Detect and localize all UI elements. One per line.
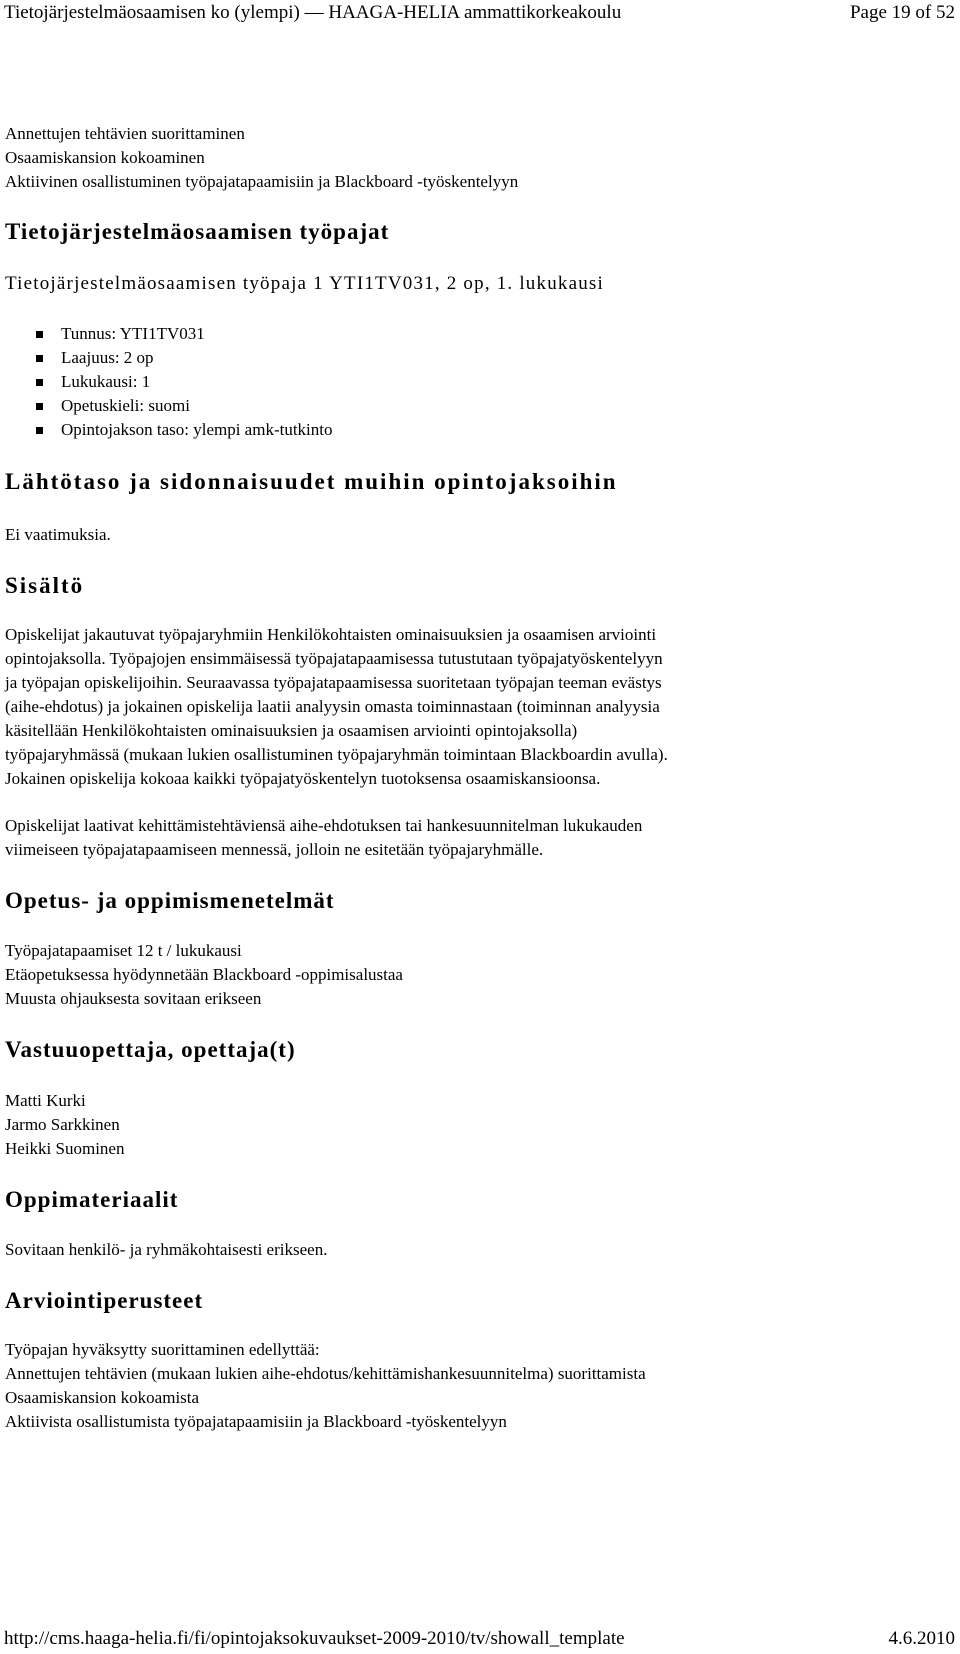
detail-item	[36, 324, 205, 344]
teacher-name: Jarmo Sarkkinen	[5, 1115, 120, 1134]
content-line: käsitellään Henkilökohtaisten ominaisuuksien ja osaamisen arviointi opintojaksolla)	[5, 721, 578, 740]
detail-item	[36, 372, 150, 392]
content-line: Opiskelijat jakautuvat työpajaryhmiin Henkilökohtaisten ominaisuuksien ja osaamisen arviointi	[5, 625, 657, 644]
detail-text: Laajuus: 2 op	[61, 348, 154, 367]
assessment-line: Osaamiskansion kokoamista	[5, 1388, 200, 1407]
content-line: (aihe-ehdotus) ja jokainen opiskelija laatii analyysin omasta toiminnastaan (toiminnan analyysia	[5, 697, 660, 716]
intro-line: Osaamiskansion kokoaminen	[5, 148, 205, 167]
content-line: työpajaryhmässä (mukaan lukien osallistuminen työpajaryhmän toimintaan Blackboardin avulla).	[5, 745, 668, 764]
page-number: Page 19 of 52	[849, 2, 955, 23]
assessment-line: Aktiivista osallistumista työpajatapaamisiin ja Blackboard -työskentelyyn	[5, 1412, 507, 1431]
methods-line: Etäopetuksessa hyödynnetään Blackboard -oppimisalustaa	[5, 965, 403, 984]
detail-item	[36, 420, 333, 440]
detail-text: Opintojakson taso: ylempi amk-tutkinto	[61, 420, 333, 439]
bullet-icon	[36, 355, 43, 362]
page-header-title: Tietojärjestelmäosaamisen ko (ylempi) — HAAGA-HELIA ammattikorkeakoulu	[4, 2, 622, 23]
prereq-heading: Lähtötaso ja sidonnaisuudet muihin opintojaksoihin	[5, 469, 618, 494]
footer-date: 4.6.2010	[888, 1628, 955, 1649]
materials-text: Sovitaan henkilö- ja ryhmäkohtaisesti erikseen.	[5, 1240, 328, 1259]
content-line: ja työpajan opiskelijoihin. Seuraavassa työpajatapaamisessa suoritetaan työpajan teeman evästys	[5, 673, 662, 692]
detail-text: Tunnus: YTI1TV031	[61, 324, 205, 343]
intro-line: Aktiivinen osallistuminen työpajatapaamisiin ja Blackboard -työskentelyyn	[5, 172, 519, 191]
bullet-icon	[36, 379, 43, 386]
content-line: viimeiseen työpajatapaamiseen mennessä, jolloin ne esitetään työpajaryhmälle.	[5, 840, 544, 859]
content-line: Opiskelijat laativat kehittämistehtäviensä aihe-ehdotuksen tai hankesuunnitelman lukukauden	[5, 816, 643, 835]
bullet-icon	[36, 427, 43, 434]
detail-text: Opetuskieli: suomi	[61, 396, 190, 415]
intro-line: Annettujen tehtävien suorittaminen	[5, 124, 245, 143]
prereq-text: Ei vaatimuksia.	[5, 525, 111, 544]
materials-heading: Oppimateriaalit	[5, 1187, 179, 1212]
methods-heading: Opetus- ja oppimismenetelmät	[5, 888, 335, 913]
teacher-name: Heikki Suominen	[5, 1139, 125, 1158]
course-heading: Tietojärjestelmäosaamisen työpaja 1 YTI1TV031, 2 op, 1. lukukausi	[5, 273, 605, 294]
methods-line: Muusta ohjauksesta sovitaan erikseen	[5, 989, 262, 1008]
bullet-icon	[36, 331, 43, 338]
detail-item	[36, 348, 154, 368]
detail-item	[36, 396, 190, 416]
assessment-line: Työpajan hyväksytty suorittaminen edellyttää:	[5, 1340, 320, 1359]
assessment-line: Annettujen tehtävien (mukaan lukien aihe-ehdotus/kehittämishankesuunnitelma) suorittamista	[5, 1364, 646, 1383]
content-line: Jokainen opiskelija kokoaa kaikki työpajatyöskentelyn tuotoksensa osaamiskansioonsa.	[5, 769, 601, 788]
detail-text: Lukukausi: 1	[61, 372, 151, 391]
content-heading: Sisältö	[5, 573, 85, 598]
assessment-heading: Arviointiperusteet	[5, 1288, 204, 1313]
teacher-name: Matti Kurki	[5, 1091, 86, 1110]
section-heading: Tietojärjestelmäosaamisen työpajat	[5, 219, 390, 244]
methods-line: Työpajatapaamiset 12 t / lukukausi	[5, 941, 242, 960]
footer-url: http://cms.haaga-helia.fi/fi/opintojaksokuvaukset-2009-2010/tv/showall_template	[4, 1628, 625, 1649]
bullet-icon	[36, 403, 43, 410]
content-line: opintojaksolla. Työpajojen ensimmäisessä työpajatapaamisessa tutustutaan työpajatyöskentelyyn	[5, 649, 663, 668]
teachers-heading: Vastuuopettaja, opettaja(t)	[5, 1037, 296, 1062]
